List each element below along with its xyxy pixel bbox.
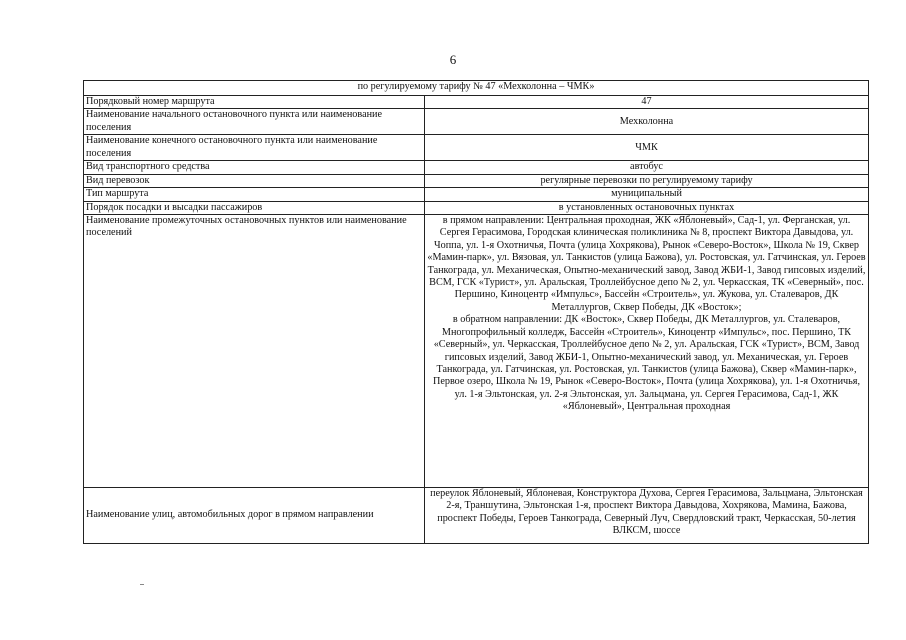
- table-row-intermediate-stops: [84, 215, 869, 488]
- boarding-order-label: Порядок посадки и высадки пассажиров: [84, 201, 425, 214]
- route-number-value: 47: [425, 96, 869, 109]
- transport-kind-value: регулярные перевозки по регулируемому тарифу: [425, 174, 869, 187]
- table-title: по регулируемому тарифу № 47 «Мехколонна – ЧМК»: [84, 81, 869, 96]
- table-row-start-stop: [84, 109, 869, 135]
- reverse-stops-text: в обратном направлении: ДК «Восток», Сквер Победы, ДК Металлургов, ул. Сталеваров, Многопрофильный колледж, Бассейн «Строитель», Киноцентр «Импульс», пос. Першино, ТК «Северный», ул. Черкасская, Троллейбусное депо № 2, ул. Аральская, ГСК «Турист», ВСМ, Завод гипсовых изделий, Завод ЖБИ-1, Опытно-механический завод, ул. Механическая, ул. Героев Танкограда, ул. Гатчинская, ул. Ростовская, ул. Танкистов (улица Бажова), Сквер «Мамин-парк», Первое озеро, Школа № 19, Рынок «Северо-Восток», Почта (улица Хохрякова), ул. 1-я Охотничья, ул. 1-я Эльтонская, ул. 2-я Эльтонская, ул. Зальцмана, ул. Сергея Герасимова, Сад-1, ЖК «Яблоневый», Центральная проходная: [432, 314, 861, 413]
- route-type-label: Тип маршрута: [84, 188, 425, 201]
- table-row-route-number: [84, 96, 869, 109]
- vehicle-type-value: автобус: [425, 161, 869, 174]
- transport-kind-label: Вид перевозок: [84, 174, 425, 187]
- page-number: 6: [449, 52, 457, 67]
- start-stop-label: Наименование начального остановочного пункта или наименование поселения: [84, 109, 425, 135]
- intermediate-stops-value: [425, 215, 869, 488]
- scan-mark: [140, 584, 144, 585]
- route-type-value: муниципальный: [425, 188, 869, 201]
- end-stop-value: ЧМК: [425, 135, 869, 161]
- streets-forward-value: переулок Яблоневый, Яблоневая, Конструктора Духова, Сергея Герасимова, Зальцмана, Эльтонская 2-я, Траншутина, Эльтонская 1-я, проспект Виктора Давыдова, Хохрякова, Мамина, Бажова, проспект Победы, Героев Танкограда, Северный Луч, Свердловский тракт, Черкасская, 50-летия ВЛКСМ, шоссе: [425, 488, 869, 544]
- table-title-row: [84, 81, 869, 96]
- intermediate-stops-label: Наименование промежуточных остановочных пунктов или наименование поселений: [84, 215, 425, 488]
- route-passport-table: [83, 80, 869, 544]
- boarding-order-value: в установленных остановочных пунктах: [425, 201, 869, 214]
- route-number-label: Порядковый номер маршрута: [84, 96, 425, 109]
- table-row-route-type: [84, 188, 869, 201]
- start-stop-value: Мехколонна: [425, 109, 869, 135]
- table-row-end-stop: [84, 135, 869, 161]
- end-stop-label: Наименование конечного остановочного пункта или наименование поселения: [84, 135, 425, 161]
- streets-forward-label: Наименование улиц, автомобильных дорог в прямом направлении: [84, 488, 425, 544]
- forward-stops-text: в прямом направлении: Центральная проходная, ЖК «Яблоневый», Сад-1, ул. Ферганская, ул. Сергея Герасимова, Городская клиническая поликлиника № 8, проспект Виктора Давыдова, ул. Чоппа, ул. 1-я Охотничья, Почта (улица Хохрякова), Рынок «Северо-Восток», Школа № 19, Сквер «Мамин-парк», ул. Вязовая, ул. Танкистов (улица Бажова), ул. Ростовская, ул. Гатчинская, ул. Героев Танкограда, ул. Механическая, Опытно-механический завод, Завод ЖБИ-1, Завод гипсовых изделий, ВСМ, ГСК «Турист», ул. Аральская, Троллейбусное депо № 2, ул. Черкасская, ТК «Северный», пос. Першино, Киноцентр «Импульс», Бассейн «Строитель», ул. Жукова, ул. Сталеваров, ДК Металлургов, Сквер Победы, ДК «Восток»;: [427, 215, 866, 313]
- table-row-transport-kind: [84, 174, 869, 187]
- vehicle-type-label: Вид транспортного средства: [84, 161, 425, 174]
- table-row-vehicle-type: [84, 161, 869, 174]
- table-row-streets-forward: [84, 488, 869, 544]
- table-row-boarding-order: [84, 201, 869, 214]
